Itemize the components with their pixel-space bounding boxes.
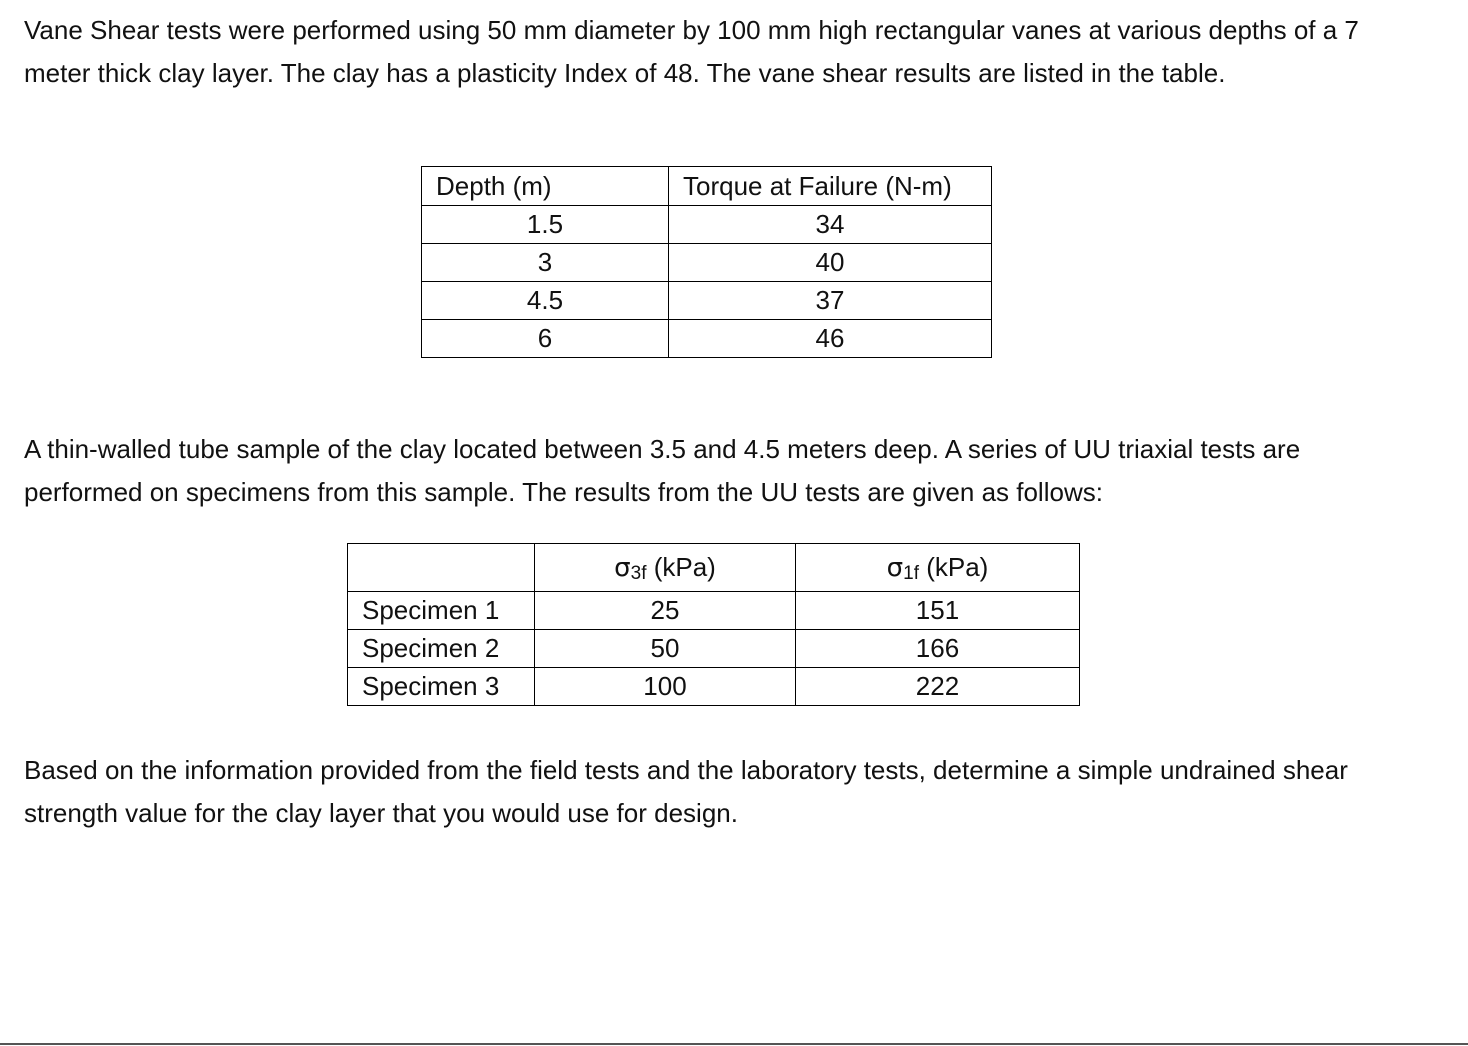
torque-cell: 37 [669, 282, 992, 320]
sigma3-header [535, 544, 796, 592]
torque-cell: 34 [669, 206, 992, 244]
depth-header: Depth (m) [422, 167, 669, 206]
depth-cell: 1.5 [422, 206, 669, 244]
torque-cell: 40 [669, 244, 992, 282]
specimen-cell: Specimen 3 [348, 668, 535, 706]
question-paragraph: Based on the information provided from the field tests and the laboratory tests, determine a simple undrained shear strength value for the clay layer that you would use for design. [24, 755, 1348, 828]
table-header-row [422, 167, 992, 206]
sigma1-unit: (kPa) [919, 552, 989, 582]
sigma3-cell: 50 [535, 630, 796, 668]
vane-intro-paragraph: Vane Shear tests were performed using 50 mm diameter by 100 mm high rectangular vanes at various depths of a 7 meter thick clay layer. The clay has a plasticity Index of 48. The vane shear results are listed in the table. [24, 15, 1359, 88]
depth-cell: 3 [422, 244, 669, 282]
uu-triaxial-table [347, 543, 1080, 706]
sigma3-cell: 100 [535, 668, 796, 706]
uu-intro-paragraph: A thin-walled tube sample of the clay located between 3.5 and 4.5 meters deep. A series of UU triaxial tests are performed on specimens from this sample. The results from the UU tests are given as follows: [24, 434, 1301, 507]
sigma1-cell: 222 [796, 668, 1080, 706]
torque-header: Torque at Failure (N-m) [669, 167, 992, 206]
specimen-cell: Specimen 1 [348, 592, 535, 630]
sigma1-symbol: σ [886, 553, 904, 583]
depth-cell: 6 [422, 320, 669, 358]
sigma3-symbol: σ [614, 553, 631, 583]
sigma3-unit: (kPa) [646, 552, 716, 582]
vane-shear-table [421, 166, 992, 358]
sigma1-header [796, 544, 1080, 592]
sigma3-cell: 25 [535, 592, 796, 630]
table-row [348, 592, 1080, 630]
table-row [422, 206, 992, 244]
sigma1-subscript: 1f [903, 563, 919, 584]
sigma1-cell: 166 [796, 630, 1080, 668]
table-row [422, 282, 992, 320]
specimen-cell: Specimen 2 [348, 630, 535, 668]
sigma1-cell: 151 [796, 592, 1080, 630]
depth-cell: 4.5 [422, 282, 669, 320]
sigma3-subscript: 3f [630, 563, 647, 584]
bottom-divider [0, 1043, 1468, 1045]
table-row [348, 668, 1080, 706]
table-header-row [348, 544, 1080, 592]
table-row [422, 320, 992, 358]
specimen-header [348, 544, 535, 592]
torque-cell: 46 [669, 320, 992, 358]
table-row [348, 630, 1080, 668]
table-row [422, 244, 992, 282]
